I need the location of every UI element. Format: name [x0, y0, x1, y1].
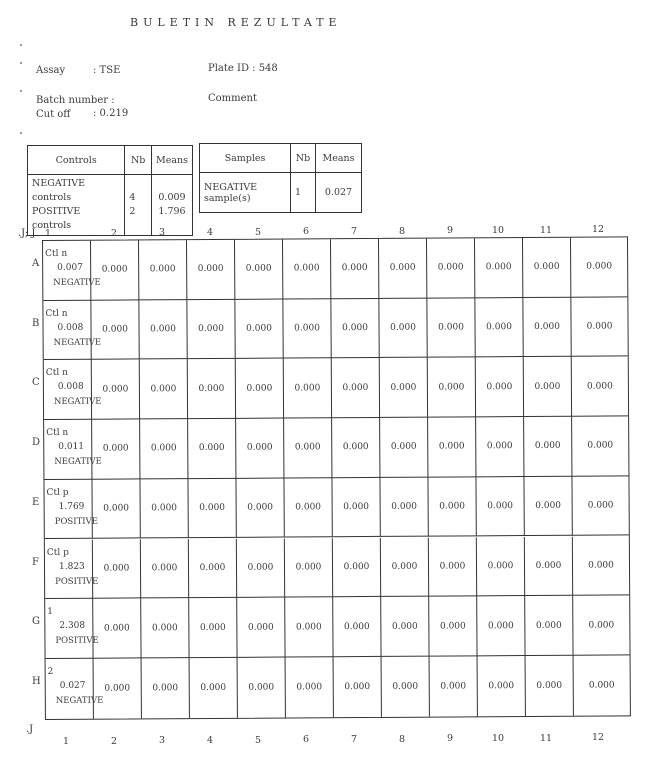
- bottom-left-label: .J: [26, 724, 34, 735]
- control-result: POSITIVE: [55, 635, 99, 647]
- well-value: 0.000: [296, 682, 323, 693]
- well-cell: [524, 357, 572, 417]
- column-label-bottom: 11: [539, 732, 553, 744]
- well-value: 0.000: [104, 683, 131, 694]
- well-cell: [477, 596, 525, 656]
- well-cell: [332, 478, 380, 538]
- column-label-bottom: 9: [446, 733, 454, 745]
- column-label-top: 9: [446, 225, 454, 237]
- well-value: 0.000: [343, 502, 370, 513]
- well-cell: [524, 417, 572, 477]
- page-title: BULETIN REZULTATE: [130, 16, 342, 29]
- well-cell: [526, 656, 574, 716]
- control-cell: [44, 360, 102, 420]
- well-value: 0.000: [150, 443, 177, 454]
- column-label-top: 4: [206, 226, 214, 238]
- well-cell: [476, 477, 524, 537]
- control-od: 2.308: [59, 620, 86, 632]
- control-result: NEGATIVE: [53, 397, 102, 408]
- well-value: 0.000: [150, 324, 176, 335]
- well-cell: [476, 417, 524, 477]
- well-value: 0.000: [344, 681, 371, 692]
- well-value: 0.000: [102, 324, 128, 335]
- well-cell: [285, 538, 333, 598]
- column-label-bottom: 8: [398, 733, 406, 745]
- well-value: 0.000: [103, 563, 130, 574]
- well-value: 0.000: [534, 441, 561, 452]
- well-value: 0.000: [342, 323, 368, 334]
- column-label-top: 3: [158, 227, 166, 239]
- well-value: 0.000: [486, 381, 513, 393]
- well-cell: [238, 657, 286, 717]
- control-od: 0.008: [57, 382, 84, 393]
- well-value: 0.000: [486, 441, 513, 452]
- well-cell: [283, 299, 331, 359]
- well-value: 0.000: [390, 382, 417, 393]
- well-value: 0.000: [246, 443, 273, 454]
- well-value: 0.000: [535, 500, 562, 512]
- negative-samples-nb: 1: [291, 173, 316, 213]
- well-cell: [524, 477, 572, 537]
- well-cell: [573, 536, 629, 596]
- well-value: 0.000: [439, 620, 466, 632]
- well-value: 0.000: [343, 621, 370, 632]
- well-value: 0.000: [487, 620, 514, 631]
- well-cell: [139, 240, 187, 300]
- well-cell: [380, 418, 428, 478]
- well-value: 0.000: [587, 500, 614, 511]
- well-value: 0.000: [390, 322, 416, 333]
- well-cell: [92, 479, 140, 539]
- well-value: 0.000: [150, 383, 177, 395]
- control-cell: [44, 420, 102, 480]
- well-value: 0.000: [199, 622, 226, 633]
- well-value: 0.000: [199, 503, 226, 514]
- well-value: 0.000: [534, 321, 560, 333]
- samples-nb-header: Nb: [291, 144, 316, 173]
- well-cell: [235, 240, 283, 300]
- well-cell: [427, 298, 475, 358]
- well-cell: [93, 599, 141, 659]
- well-cell: [93, 539, 141, 599]
- well-value: 0.000: [199, 562, 226, 573]
- well-cell: [92, 360, 140, 420]
- well-cell: [379, 298, 427, 358]
- control-type: Ctl n: [46, 427, 69, 439]
- row-label: C: [32, 377, 40, 389]
- well-cell: [91, 240, 139, 300]
- well-cell: [333, 537, 381, 597]
- well-cell: [236, 419, 284, 479]
- well-value: 0.000: [486, 322, 512, 333]
- column-label-bottom: 12: [591, 732, 605, 744]
- well-cell: [237, 598, 285, 658]
- well-value: 0.000: [103, 623, 130, 634]
- positive-controls-label: POSITIVE controls: [32, 206, 81, 231]
- negative-controls-label: NEGATIVE controls: [32, 178, 86, 203]
- plate-id: Plate ID : 548: [208, 63, 278, 74]
- well-cell: [188, 479, 236, 539]
- well-value: 0.000: [535, 560, 562, 571]
- well-cell: [188, 419, 236, 479]
- well-cell: [333, 597, 381, 657]
- well-cell: [92, 419, 140, 479]
- well-cell: [285, 597, 333, 657]
- well-cell: [236, 359, 284, 419]
- well-value: 0.000: [247, 622, 274, 633]
- control-cell: [43, 241, 101, 301]
- well-cell: [571, 297, 627, 357]
- well-cell: [139, 300, 187, 360]
- samples-header: Samples: [200, 144, 291, 173]
- control-result: NEGATIVE: [53, 277, 101, 288]
- well-value: 0.000: [293, 263, 320, 274]
- control-cell: [46, 659, 104, 719]
- well-cell: [380, 477, 428, 537]
- well-value: 0.000: [588, 560, 614, 571]
- well-cell: [188, 359, 236, 419]
- column-label-bottom: 6: [302, 734, 310, 746]
- control-od: 0.027: [59, 680, 86, 691]
- well-cell: [572, 476, 628, 536]
- cutoff-label: Cut off: [36, 109, 71, 120]
- well-cell: [382, 657, 430, 717]
- well-value: 0.000: [198, 443, 225, 454]
- corner-label: .J; J: [18, 228, 36, 239]
- well-cell: [331, 299, 379, 359]
- control-cell: [45, 599, 99, 659]
- margin-dot: [20, 62, 22, 64]
- column-label-top: 11: [539, 224, 553, 236]
- well-cell: [140, 479, 188, 539]
- control-result: NEGATIVE: [54, 456, 102, 468]
- well-value: 0.000: [391, 621, 418, 632]
- control-type: 2: [47, 666, 54, 677]
- assay-label: Assay: [36, 65, 66, 76]
- well-value: 0.000: [294, 323, 320, 334]
- well-value: 0.000: [588, 680, 615, 691]
- control-type: Ctl n: [45, 368, 68, 379]
- row-label: F: [32, 556, 39, 568]
- well-value: 0.000: [533, 262, 560, 273]
- control-cell: [45, 539, 99, 599]
- positive-controls-nb: 2: [129, 206, 136, 217]
- well-cell: [429, 597, 477, 657]
- margin-dot: [20, 90, 22, 92]
- column-label-top: 7: [350, 225, 358, 237]
- controls-nb-header: Nb: [125, 146, 152, 175]
- well-cell: [475, 238, 523, 298]
- row-label: A: [32, 258, 40, 269]
- row-label: D: [32, 437, 41, 449]
- column-label-top: 12: [591, 224, 605, 236]
- well-cell: [140, 419, 188, 479]
- column-label-bottom: 2: [110, 735, 118, 747]
- control-result: POSITIVE: [54, 516, 99, 527]
- controls-means-header: Means: [151, 146, 192, 175]
- well-cell: [427, 238, 475, 298]
- control-od: 1.823: [58, 561, 85, 572]
- well-value: 0.000: [487, 560, 514, 572]
- well-value: 0.000: [151, 503, 178, 514]
- negative-samples-label: NEGATIVE sample(s): [200, 173, 291, 213]
- well-cell: [477, 537, 525, 597]
- well-cell: [573, 596, 629, 656]
- well-cell: [142, 658, 190, 718]
- well-value: 0.000: [488, 680, 515, 692]
- well-value: 0.000: [438, 382, 465, 393]
- well-value: 0.000: [485, 262, 512, 273]
- column-label-bottom: 10: [491, 732, 505, 744]
- well-cell: [478, 656, 526, 716]
- well-value: 0.000: [149, 264, 176, 275]
- well-value: 0.000: [152, 682, 179, 694]
- well-cell: [571, 237, 627, 297]
- row-label: E: [32, 496, 40, 508]
- well-value: 0.000: [248, 682, 275, 693]
- batch-number-label: Batch number :: [36, 95, 115, 106]
- well-cell: [429, 537, 477, 597]
- well-value: 0.000: [588, 620, 615, 631]
- control-type: 1: [47, 607, 54, 618]
- control-cell: [43, 300, 102, 360]
- well-cell: [141, 598, 189, 658]
- control-od: 0.008: [57, 322, 84, 333]
- well-value: 0.000: [342, 382, 369, 393]
- well-value: 0.000: [390, 442, 417, 453]
- well-cell: [187, 240, 235, 300]
- well-cell: [284, 418, 332, 478]
- well-cell: [187, 300, 235, 360]
- well-cell: [428, 417, 476, 477]
- well-value: 0.000: [487, 501, 514, 512]
- well-value: 0.000: [391, 561, 418, 572]
- column-label-bottom: 1: [62, 736, 70, 747]
- column-label-top: 10: [491, 224, 505, 236]
- well-value: 0.000: [391, 501, 418, 513]
- well-value: 0.000: [534, 381, 561, 392]
- well-value: 0.000: [439, 501, 466, 512]
- well-cell: [237, 538, 285, 598]
- control-type: Ctl n: [45, 248, 68, 259]
- well-value: 0.000: [198, 383, 225, 394]
- column-label-bottom: 4: [206, 734, 214, 746]
- well-cell: [91, 300, 139, 360]
- well-cell: [141, 539, 189, 599]
- well-value: 0.000: [392, 681, 419, 692]
- well-cell: [332, 418, 380, 478]
- well-cell: [189, 538, 237, 598]
- row-label: B: [32, 317, 40, 329]
- well-cell: [94, 658, 142, 718]
- well-cell: [379, 239, 427, 299]
- well-cell: [236, 478, 284, 538]
- well-value: 0.000: [294, 383, 321, 394]
- well-value: 0.000: [247, 562, 274, 573]
- well-cell: [189, 598, 237, 658]
- column-label-top: 5: [254, 226, 262, 238]
- well-value: 0.000: [103, 503, 130, 514]
- well-value: 0.000: [440, 681, 467, 692]
- well-value: 0.000: [246, 383, 273, 394]
- well-value: 0.000: [295, 621, 322, 632]
- well-value: 0.000: [343, 561, 370, 573]
- well-cell: [525, 536, 573, 596]
- well-value: 0.000: [536, 680, 563, 691]
- well-cell: [572, 417, 628, 477]
- assay-value: : TSE: [93, 65, 121, 76]
- well-cell: [334, 657, 382, 717]
- control-od: 0.007: [57, 262, 83, 273]
- well-value: 0.000: [101, 264, 128, 275]
- well-cell: [523, 238, 571, 298]
- cutoff-value: : 0.219: [93, 108, 129, 119]
- well-cell: [428, 358, 476, 418]
- negative-samples-mean: 0.027: [316, 173, 362, 213]
- well-cell: [190, 658, 238, 718]
- control-cell: [44, 479, 99, 539]
- comment-label: Comment: [208, 93, 258, 104]
- well-value: 0.000: [586, 321, 613, 332]
- column-label-top: 1: [44, 228, 52, 239]
- well-value: 0.000: [200, 682, 227, 693]
- well-value: 0.000: [102, 443, 129, 455]
- well-cell: [283, 239, 331, 299]
- control-type: Ctl p: [46, 487, 69, 498]
- controls-header: Controls: [28, 146, 125, 175]
- well-cell: [572, 357, 628, 417]
- well-cell: [286, 657, 334, 717]
- margin-dot: [20, 44, 22, 46]
- well-value: 0.000: [151, 622, 178, 633]
- well-value: 0.000: [587, 440, 614, 452]
- well-value: 0.000: [389, 263, 416, 274]
- control-result: POSITIVE: [55, 576, 99, 587]
- well-cell: [476, 357, 524, 417]
- column-label-bottom: 7: [350, 733, 358, 745]
- well-cell: [140, 360, 188, 420]
- well-cell: [284, 359, 332, 419]
- well-cell: [525, 596, 573, 656]
- well-value: 0.000: [342, 442, 369, 453]
- well-value: 0.000: [151, 563, 178, 574]
- well-value: 0.000: [197, 264, 224, 275]
- samples-means-header: Means: [316, 144, 362, 173]
- well-value: 0.000: [295, 502, 322, 513]
- well-cell: [331, 239, 379, 299]
- well-cell: [332, 358, 380, 418]
- well-value: 0.000: [535, 620, 562, 631]
- control-type: Ctl p: [46, 547, 69, 558]
- control-od: 1.769: [58, 501, 85, 512]
- row-label: H: [32, 675, 41, 687]
- well-value: 0.000: [586, 381, 613, 392]
- negative-controls-mean: 0.009: [158, 192, 186, 203]
- well-value: 0.000: [439, 561, 466, 572]
- well-cell: [381, 537, 429, 597]
- well-value: 0.000: [586, 261, 613, 273]
- well-cell: [380, 358, 428, 418]
- well-cell: [475, 298, 523, 358]
- well-cell: [284, 478, 332, 538]
- well-value: 0.000: [294, 442, 321, 453]
- well-value: 0.000: [437, 262, 464, 273]
- control-od: 0.011: [58, 441, 85, 452]
- positive-controls-mean: 1.796: [158, 206, 186, 217]
- column-label-top: 6: [302, 226, 310, 238]
- column-label-top: 8: [398, 225, 406, 237]
- column-label-top: 2: [110, 227, 118, 239]
- control-result: NEGATIVE: [53, 337, 102, 348]
- plate-grid: [42, 236, 631, 720]
- well-value: 0.000: [102, 384, 129, 395]
- well-value: 0.000: [438, 441, 465, 453]
- column-label-bottom: 5: [254, 734, 262, 746]
- well-value: 0.000: [341, 263, 368, 274]
- control-result: NEGATIVE: [55, 695, 104, 706]
- negative-controls-nb: 4: [129, 192, 136, 203]
- well-value: 0.000: [198, 323, 224, 335]
- well-value: 0.000: [247, 502, 274, 513]
- column-label-bottom: 3: [158, 735, 166, 747]
- well-value: 0.000: [438, 322, 464, 333]
- well-cell: [428, 477, 476, 537]
- well-cell: [381, 597, 429, 657]
- well-value: 0.000: [295, 562, 322, 573]
- well-cell: [523, 297, 571, 357]
- well-value: 0.000: [246, 323, 272, 334]
- well-cell: [574, 655, 630, 715]
- samples-table: [199, 143, 362, 213]
- well-cell: [430, 656, 478, 716]
- margin-dot: [20, 132, 22, 134]
- well-cell: [235, 299, 283, 359]
- well-value: 0.000: [245, 263, 272, 275]
- row-label: G: [32, 616, 40, 628]
- control-type: Ctl n: [45, 308, 68, 319]
